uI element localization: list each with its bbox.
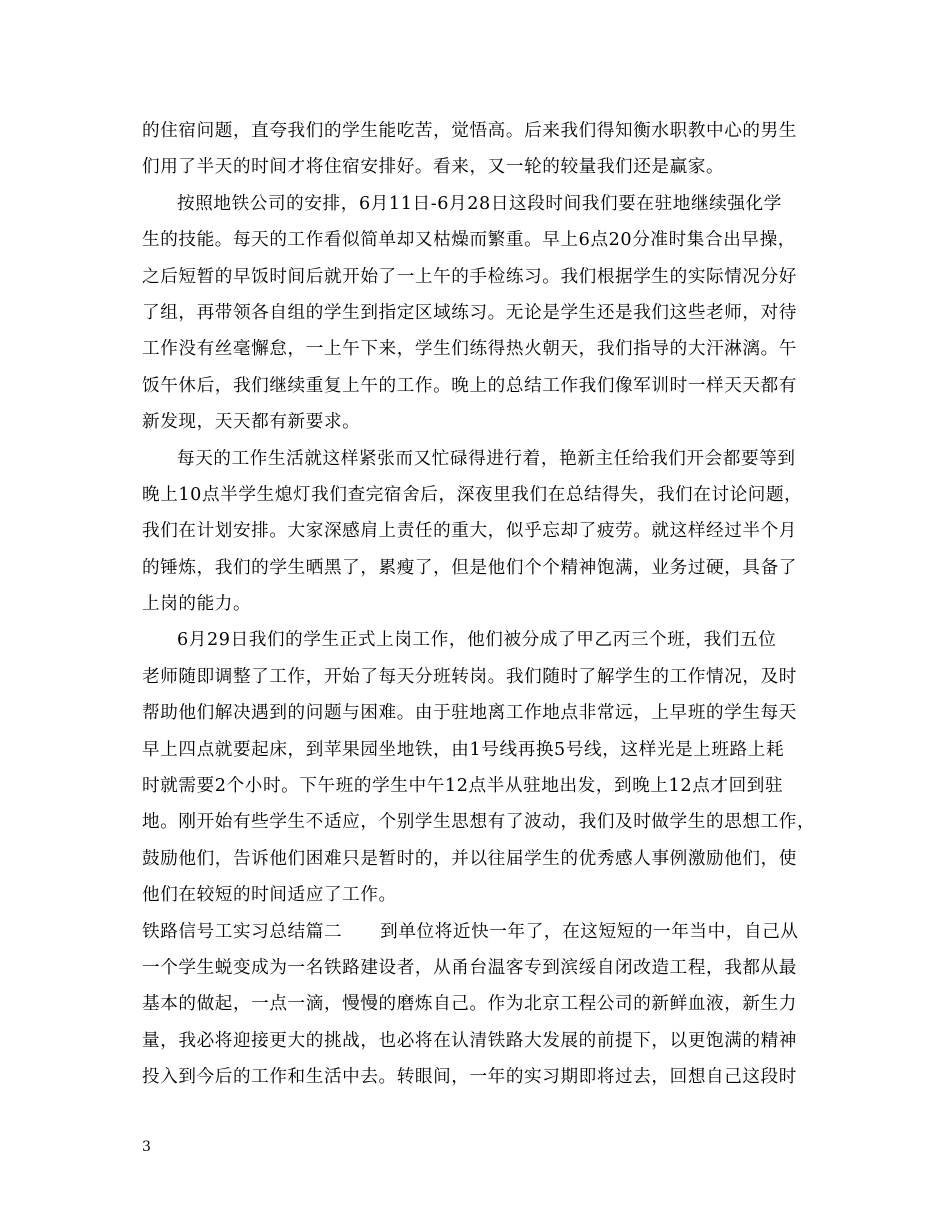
text-line: 帮助他们解决遇到的问题与困难。由于驻地离工作地点非常远，上早班的学生每天 <box>142 703 797 724</box>
text-line: 他们在较短的时间适应了工作。 <box>142 885 397 906</box>
text-line: 了组，再带领各自组的学生到指定区域练习。无论是学生还是我们这些老师，对待 <box>142 302 797 323</box>
text-line: 的锤炼，我们的学生晒黑了，累瘦了，但是他们个个精神饱满，业务过硬，具备了 <box>142 557 797 578</box>
text-line: 饭午休后，我们继续重复上午的工作。晚上的总结工作我们像军训时一样天天都有 <box>142 375 797 396</box>
text-line: 按照地铁公司的安排，6月11日-6月28日这段时间我们要在驻地继续强化学 <box>177 193 782 214</box>
text-line: 鼓励他们，告诉他们困难只是暂时的，并以往届学生的优秀感人事例激励他们，使 <box>142 848 797 869</box>
text-line: 新发现，天天都有新要求。 <box>142 412 361 433</box>
text-line: 一个学生蜕变成为一名铁路建设者，从甬台温客专到滨绥自闭改造工程，我都从最 <box>142 957 797 978</box>
text-line: 老师随即调整了工作，开始了每天分班转岗。我们随时了解学生的工作情况，及时 <box>142 666 797 687</box>
text-line: 时就需要2个小时。下午班的学生中午12点半从驻地出发，到晚上12点才回到驻 <box>142 776 784 797</box>
page-number: 3 <box>142 1139 151 1155</box>
text-line: 生的技能。每天的工作看似简单却又枯燥而繁重。早上6点20分准时集合出早操， <box>142 230 796 251</box>
text-line: 早上四点就要起床，到苹果园坐地铁，由1号线再换5号线，这样光是上班路上耗 <box>142 739 785 760</box>
text-line: 量，我必将迎接更大的挑战，也必将在认清铁路大发展的前提下，以更饱满的精神 <box>142 1030 797 1051</box>
text-line: 地。刚开始有些学生不适应，个别学生思想有了波动，我们及时做学生的思想工作， <box>142 812 816 833</box>
section-heading: 铁路信号工实习总结篇二 <box>142 921 343 942</box>
text-line: 到单位将近快一年了，在这短短的一年当中，自己从 <box>380 921 799 942</box>
text-line: 工作没有丝毫懈怠，一上午下来，学生们练得热火朝天，我们指导的大汗淋漓。午 <box>142 339 797 360</box>
heading-line <box>142 914 812 950</box>
text-line: 每天的工作生活就这样紧张而又忙碌得进行着，艳新主任给我们开会都要等到 <box>177 448 796 469</box>
text-line: 之后短暂的早饭时间后就开始了一上午的手检练习。我们根据学生的实际情况分好 <box>142 266 797 287</box>
text-line: 上岗的能力。 <box>142 594 252 615</box>
body-text <box>142 113 816 1096</box>
text-line: 晚上10点半学生熄灯我们查完宿舍后，深夜里我们在总结得失，我们在讨论问题， <box>142 484 803 505</box>
text-line: 的住宿问题，直夸我们的学生能吃苦，觉悟高。后来我们得知衡水职教中心的男生 <box>142 121 797 141</box>
text-line: 我们在计划安排。大家深感肩上责任的重大，似乎忘却了疲劳。就这样经过半个月 <box>142 521 797 542</box>
text-line: 6月29日我们的学生正式上岗工作，他们被分成了甲乙丙三个班，我们五位 <box>177 630 777 651</box>
text-line: 们用了半天的时间才将住宿安排好。看来，又一轮的较量我们还是赢家。 <box>142 157 725 178</box>
text-line: 投入到今后的工作和生活中去。转眼间，一年的实习期即将过去，回想自己这段时 <box>142 1067 797 1088</box>
text-line: 基本的做起，一点一滴，慢慢的磨炼自己。作为北京工程公司的新鲜血液，新生力 <box>142 994 797 1015</box>
